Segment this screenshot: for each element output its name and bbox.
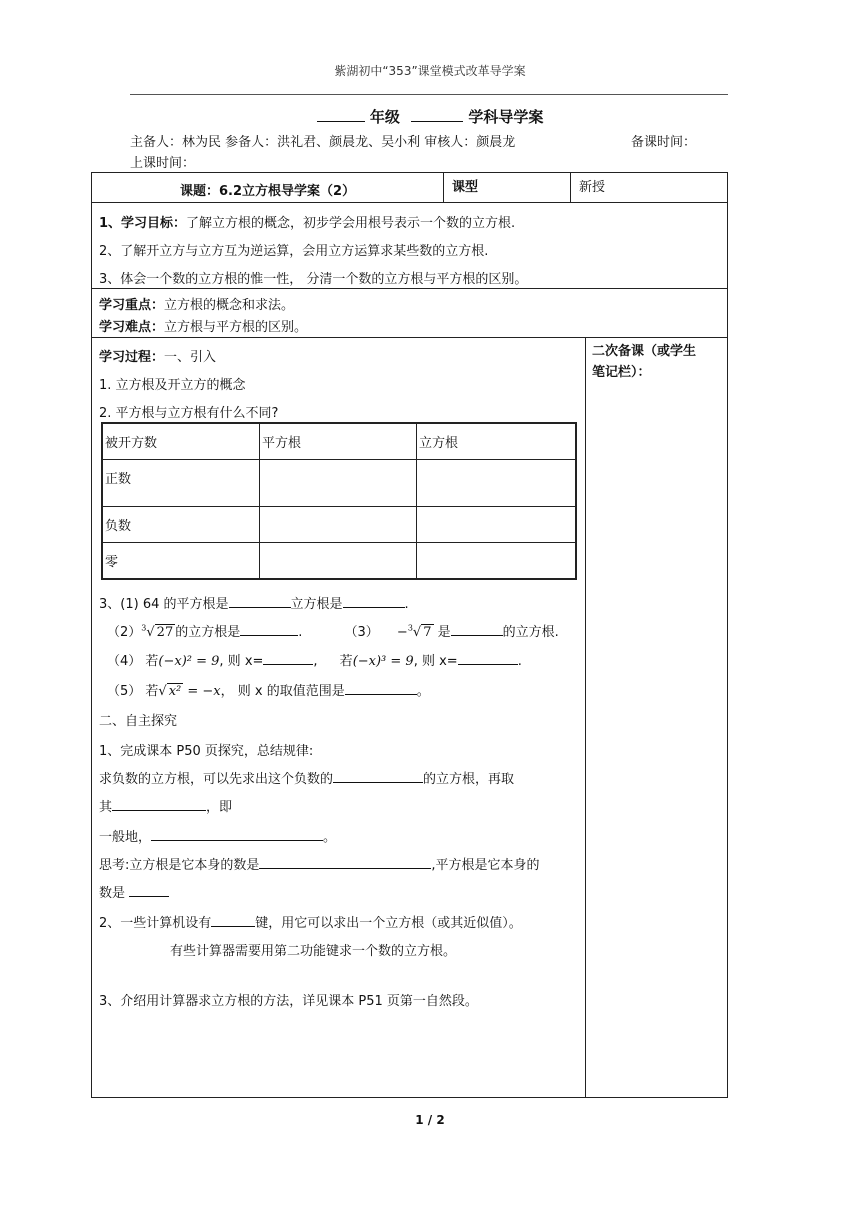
explore-1-rule: 求负数的立方根，可以先求出这个负数的 的立方根，再取 <box>99 772 515 787</box>
objective-3: 3、体会一个数的立方根的惟一性， 分清一个数的立方根与平方根的区别。 <box>99 272 528 287</box>
table-row-label: 负数 <box>102 507 260 543</box>
question-1: 3、(1) 64 的平方根是 立方根是 . <box>99 597 409 612</box>
table-header: 立方根 <box>417 423 577 460</box>
question-5: （5） 若√ x² = −x， 则 x 的取值范围是 。 <box>107 684 430 699</box>
process-item-1: 1. 立方根及开立方的概念 <box>99 378 246 393</box>
objective-2: 2、了解开立方与立方互为逆运算，会用立方运算求某些数的立方根. <box>99 244 489 259</box>
page-title: 年级 学科导学案 <box>0 106 860 127</box>
explore-1: 1、完成课本 P50 页探究，总结规律: <box>99 744 314 759</box>
lesson-type-value: 新授 <box>579 180 606 195</box>
explore-1-cont: 其 ，即 <box>99 800 233 815</box>
prep-time: 备课时间： <box>631 135 697 150</box>
question-2: $(2)^3√$ 27 的立方根是 . （3） −$^3$√ 7 是 的立方根. <box>107 623 559 640</box>
key-point: 学习重点：立方根的概念和求法。 <box>99 298 295 313</box>
explore-2: 2、一些计算机设有 键，用它可以求出一个立方根（或其近似值）。 <box>99 916 522 931</box>
process-item-2: 2. 平方根与立方根有什么不同? <box>99 406 279 421</box>
notes-column-title: 二次备课（或学生 <box>592 344 697 359</box>
difficulty: 学习难点：立方根与平方根的区别。 <box>99 320 308 335</box>
table-row-label: 零 <box>102 543 260 580</box>
header-rule <box>130 94 728 95</box>
table-header: 被开方数 <box>102 423 260 460</box>
think-line-2: 数是 <box>99 882 169 901</box>
explore-3: 3、介绍用计算器求立方根的方法，详见课本 P51 页第一自然段。 <box>99 994 478 1009</box>
class-time: 上课时间： <box>130 156 196 171</box>
lesson-topic: 课题：6.2立方根导学案（2） <box>180 184 356 199</box>
table-row-label: 正数 <box>102 460 260 507</box>
school-header: 紫湖初中“353”课堂模式改革导学案 <box>334 64 526 78</box>
explore-1-general: 一般地， 。 <box>99 830 337 845</box>
comparison-table <box>101 422 577 580</box>
think-line: 思考:立方根是它本身的数是 ,平方根是它本身的 <box>99 858 540 873</box>
notes-column-title-2: 笔记栏）： <box>592 365 651 380</box>
process-intro: 学习过程：一、引入 <box>99 350 217 365</box>
explore-2-cont: 有些计算器需要用第二功能键求一个数的立方根。 <box>170 944 457 959</box>
objective-1: 1、学习目标：了解立方根的概念，初步学会用根号表示一个数的立方根. <box>99 216 516 231</box>
page-number: 1 / 2 <box>415 1113 445 1127</box>
lesson-type-label: 课型 <box>452 180 479 195</box>
section-explore: 二、自主探究 <box>99 714 178 729</box>
table-header: 平方根 <box>260 423 417 460</box>
preparers-line: 主备人：林为民 参备人：洪礼君、颜晨龙、吴小利 审核人：颜晨龙 <box>130 135 516 150</box>
question-4: （4） 若(−x)² = 9, 则 x= , 若(−x)³ = 9, 则 x= . <box>107 654 522 669</box>
